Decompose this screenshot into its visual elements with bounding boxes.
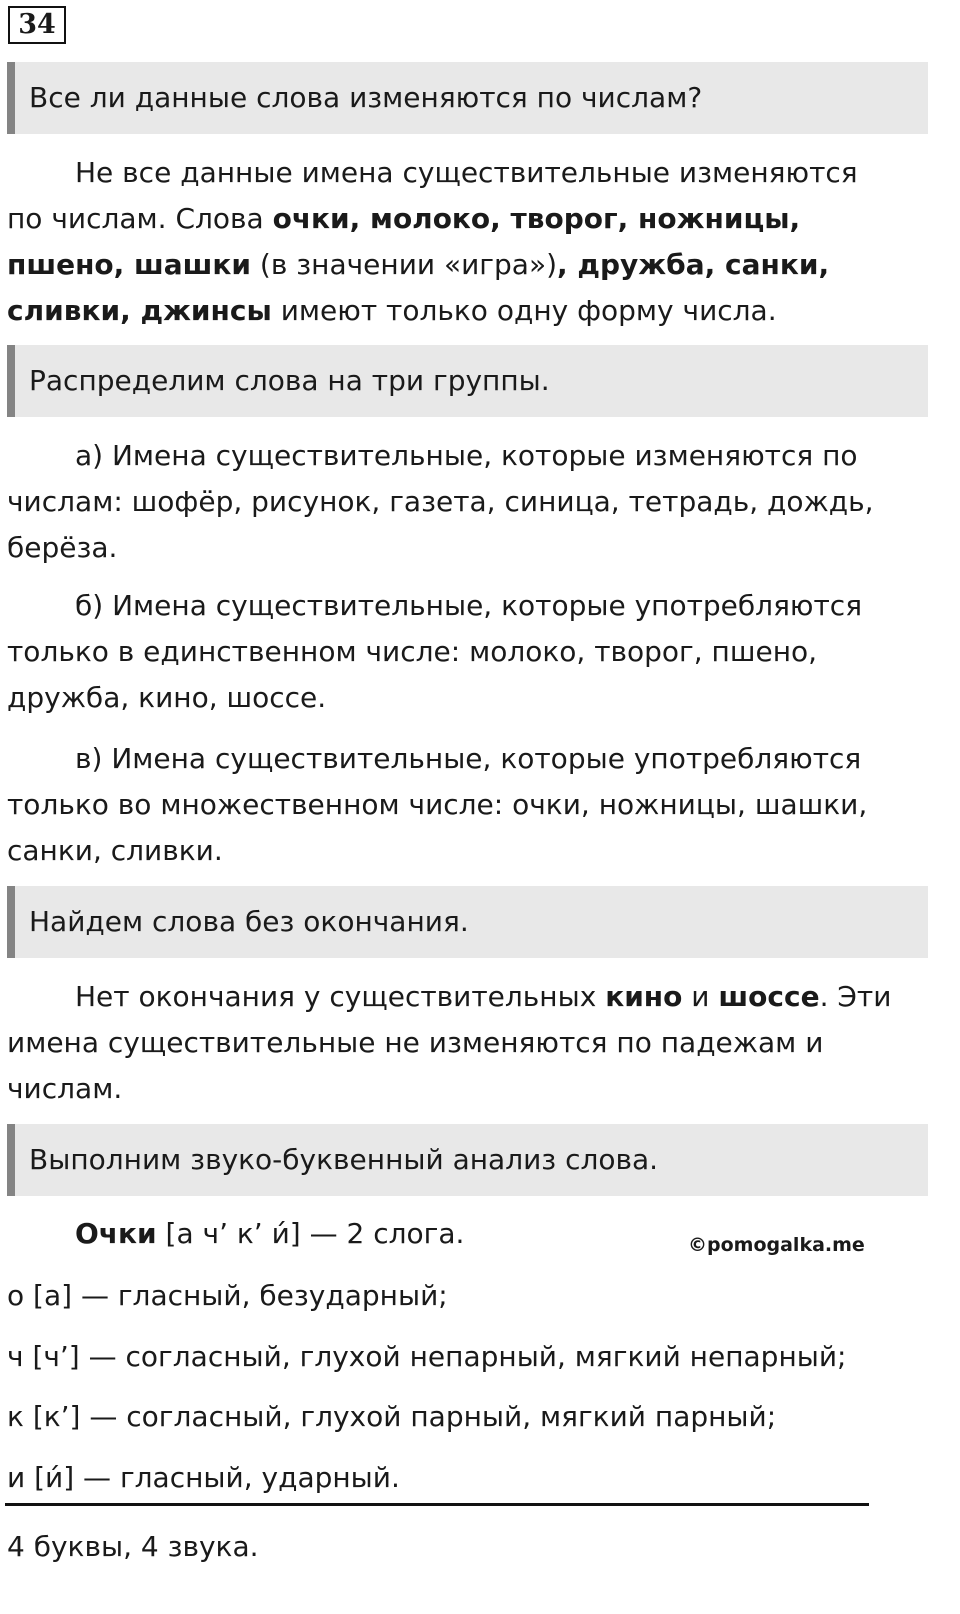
task-number: 34 [8,6,66,44]
group-a-line2: числам: шофёр, рисунок, газета, синица, тетрадь, дождь, [7,485,874,518]
answer3-line3: числам. [7,1072,123,1105]
analysis-word-line [75,1211,464,1257]
text: по числам. Слова [7,202,273,235]
question-heading-2: Распределим слова на три группы. [7,345,928,417]
question-heading-1: Все ли данные слова изменяются по числам? [7,62,928,134]
bold-words: очки, молоко, творог, ножницы, [272,202,801,235]
answer3-line2: имена существительные не изменяются по падежам и [7,1026,824,1059]
text: (в значении «игра») [251,248,558,281]
bold-words: сливки, джинсы [7,294,272,327]
group-c-line2: только во множественном числе: очки, ножницы, шашки, [7,788,868,821]
analysis-word: Очки [75,1217,157,1250]
group-c-line3: санки, сливки. [7,834,223,867]
group-c-line1: в) Имена существительные, которые употребляются [75,742,862,775]
answer3-line1 [75,974,891,1020]
watermark: ©pomogalka.me [688,1234,865,1256]
group-b-line3: дружба, кино, шоссе. [7,681,327,714]
sound-row: и [и́] — гласный, ударный. [7,1461,400,1494]
bold-words: пшено, шашки [7,248,252,281]
analysis-summary: 4 буквы, 4 звука. [7,1530,259,1563]
transcription: [а ч’ к’ и́] — 2 слога. [156,1217,465,1250]
question-heading-4: Выполним звуко-буквенный анализ слова. [7,1124,928,1196]
sound-row: к [к’] — согласный, глухой парный, мягкий парный; [7,1400,777,1433]
group-b-line1: б) Имена существительные, которые употребляются [75,589,863,622]
bold-word-kino: кино [605,980,683,1013]
text: Нет окончания у существительных [75,980,606,1013]
bold-words: , дружба, санки, [557,248,830,281]
group-a-line3: берёза. [7,531,118,564]
group-b-line2: только в единственном числе: молоко, творог, пшено, [7,635,818,668]
answer1-line4 [7,288,777,334]
text: и [682,980,719,1013]
answer1-line3 [7,242,829,288]
text: имеют только одну форму числа. [271,294,777,327]
group-a-line1: а) Имена существительные, которые изменяются по [75,439,858,472]
sound-row: о [а] — гласный, безударный; [7,1279,448,1312]
summary-divider [5,1503,869,1506]
bold-word-shosse: шоссе [718,980,820,1013]
answer1-line2 [7,196,800,242]
question-heading-3: Найдем слова без окончания. [7,886,928,958]
sound-row: ч [ч’] — согласный, глухой непарный, мягкий непарный; [7,1340,847,1373]
answer1-line1: Не все данные имена существительные изменяются [75,156,858,189]
text: . Эти [819,980,892,1013]
